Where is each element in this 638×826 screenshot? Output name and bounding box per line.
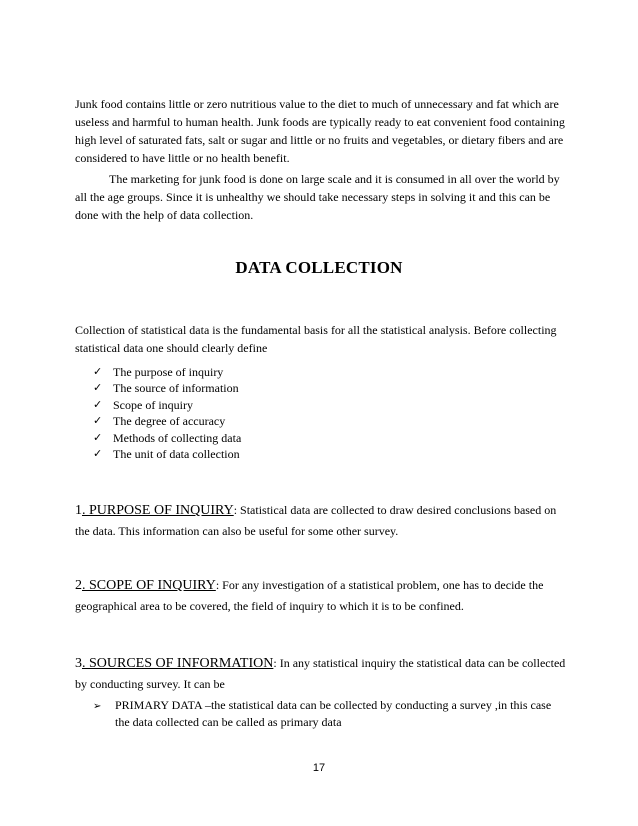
checkmark-icon: ✓ <box>93 414 103 428</box>
section-purpose-of-inquiry <box>75 500 570 541</box>
collection-intro: Collection of statistical data is the fundamental basis for all the statistical analysis. Before collecting statistical data one should clearly define <box>75 323 557 355</box>
checkmark-icon: ✓ <box>93 430 103 444</box>
checklist-item: ✓ Scope of inquiry <box>93 397 193 412</box>
checkmark-icon: ✓ <box>93 365 103 378</box>
section-number: 2 <box>75 578 82 593</box>
section-scope-of-inquiry <box>75 575 570 616</box>
checklist <box>93 364 241 462</box>
section-number: 1 <box>75 503 82 518</box>
section-title: . PURPOSE OF INQUIRY <box>82 503 234 518</box>
bullet-list <box>93 697 563 731</box>
section-title: . SOURCES OF INFORMATION <box>82 656 274 671</box>
checklist-item: ✓ The purpose of inquiry <box>93 365 224 379</box>
section-text: : For any investigation of a statistical problem, one has to decide the geographical area to be covered, the field of inquiry to which it is to be confined. <box>75 578 544 613</box>
intro-paragraph-1: Junk food contains little or zero nutritious value to the diet to much of unnecessary and fat which are useless and harmful to human health. Junk foods are typically ready to eat convenient food containing high level of saturated fats, salt or sugar and little or no fruits and vegetables, or dietary fibers and are considered to have little or no health benefit. <box>75 97 565 165</box>
checkmark-icon: ✓ <box>93 447 103 461</box>
section-text: : Statistical data are collected to draw desired conclusions based on the data. This information can also be useful for some other survey. <box>75 503 557 538</box>
checklist-item: ✓ Methods of collecting data <box>93 430 242 445</box>
checklist-item: ✓ The unit of data collection <box>93 447 240 462</box>
section-title: . SCOPE OF INQUIRY <box>82 578 216 593</box>
arrow-bullet-icon: ➢ <box>93 701 102 712</box>
checklist-item: ✓ The source of information <box>93 381 239 396</box>
section-text: : In any statistical inquiry the statistical data can be collected by conducting survey. It can be <box>75 656 566 691</box>
checkmark-icon: ✓ <box>93 397 103 411</box>
page-number: 17 <box>312 762 326 774</box>
intro-paragraph-2: The marketing for junk food is done on large scale and it is consumed in all over the world by all the age groups. Since it is unhealthy we should take necessary steps in solving it and this can be done with the help of data collection. <box>75 172 560 222</box>
section-heading: DATA COLLECTION <box>235 258 403 277</box>
section-number: 3 <box>75 656 82 671</box>
list-item: ➢ PRIMARY DATA –the statistical data can be collected by conducting a survey ,in this case the data collected can be called as primary data <box>93 698 552 729</box>
section-sources-of-information <box>75 653 570 694</box>
checkmark-icon: ✓ <box>93 381 103 395</box>
checklist-item: ✓ The degree of accuracy <box>93 414 226 429</box>
